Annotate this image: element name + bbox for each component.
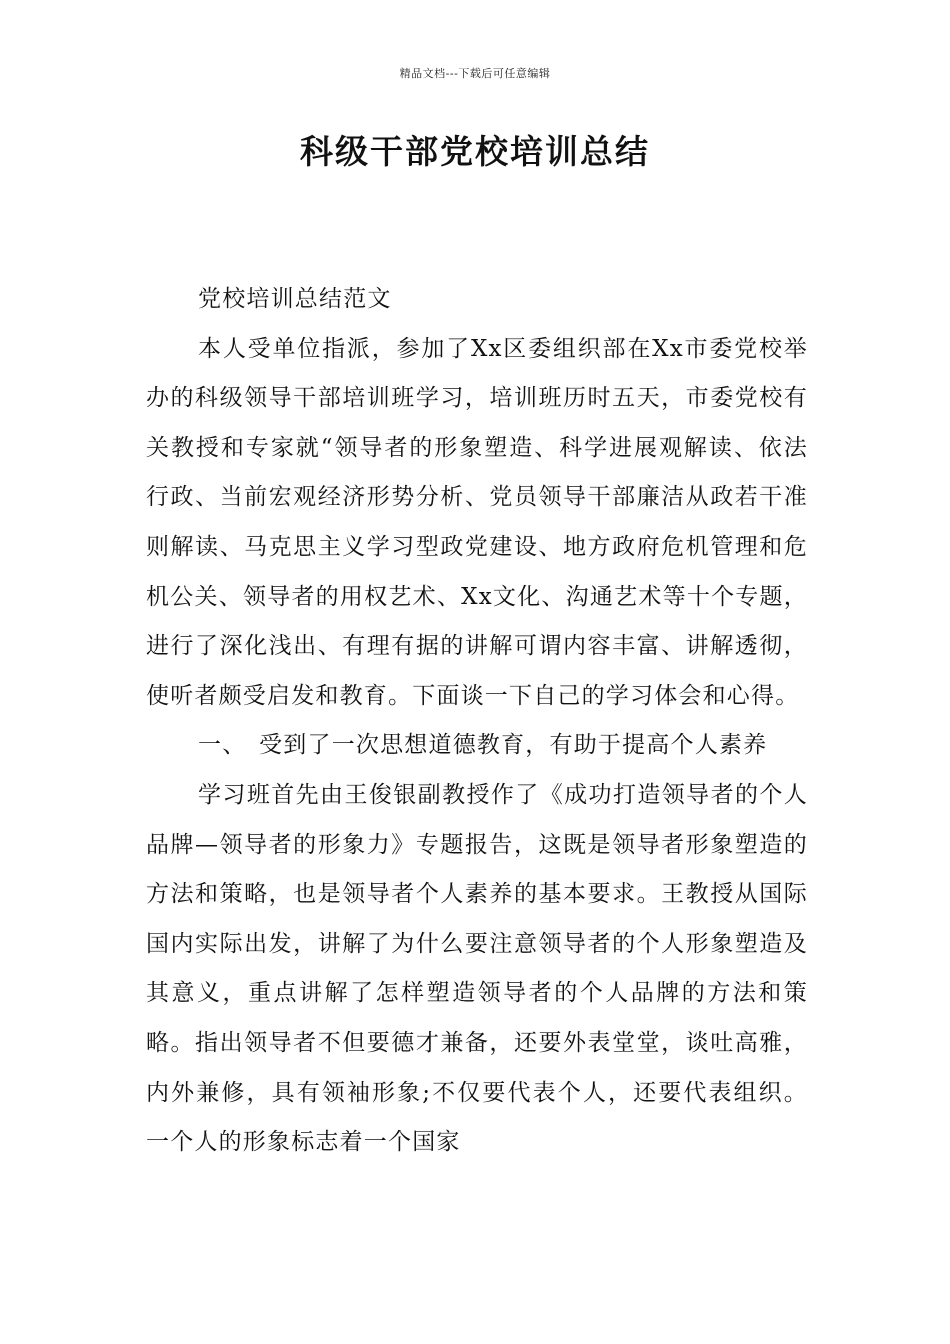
document-title: 科级干部党校培训总结 xyxy=(300,132,650,171)
page-header-note: 精品文档---下载后可任意编辑 xyxy=(399,67,551,80)
paragraph-intro: 本人受单位指派，参加了Xx区委组织部在Xx市委党校举办的科级领导干部培训班学习，培训班历时五天，市委党校有关教授和专家就“领导者的形象塑造、科学进展观解读、依法行政、当前宏观经济形势分析、党员领导干部廉洁从政若干准则解读、马克思主义学习型政党建设、地方政府危机管理和危机公关、领导者的用权艺术、Xx文化、沟通艺术等十个专题，进行了深化浅出、有理有据的讲解可谓内容丰富、讲解透彻，使听者颇受启发和教育。下面谈一下自己的学习体会和心得。 xyxy=(146,335,808,709)
paragraph-subtitle: 党校培训总结范文 xyxy=(198,286,392,312)
section-heading-one: 一、 受到了一次思想道德教育，有助于提高个人素养 xyxy=(198,732,768,759)
document-body xyxy=(146,275,808,1168)
paragraph-section-one: 学习班首先由王俊银副教授作了《成功打造领导者的个人品牌—领导者的形象力》专题报告，这既是领导者形象塑造的方法和策略，也是领导者个人素养的基本要求。王教授从国际国内实际出发，讲解了为什么要注意领导者的个人形象塑造及其意义，重点讲解了怎样塑造领导者的个人品牌的方法和策略。指出领导者不但要德才兼备，还要外表堂堂，谈吐高雅，内外兼修，具有领袖形象;不仅要代表个人，还要代表组织。一个人的形象标志着一个国家 xyxy=(146,781,808,1156)
